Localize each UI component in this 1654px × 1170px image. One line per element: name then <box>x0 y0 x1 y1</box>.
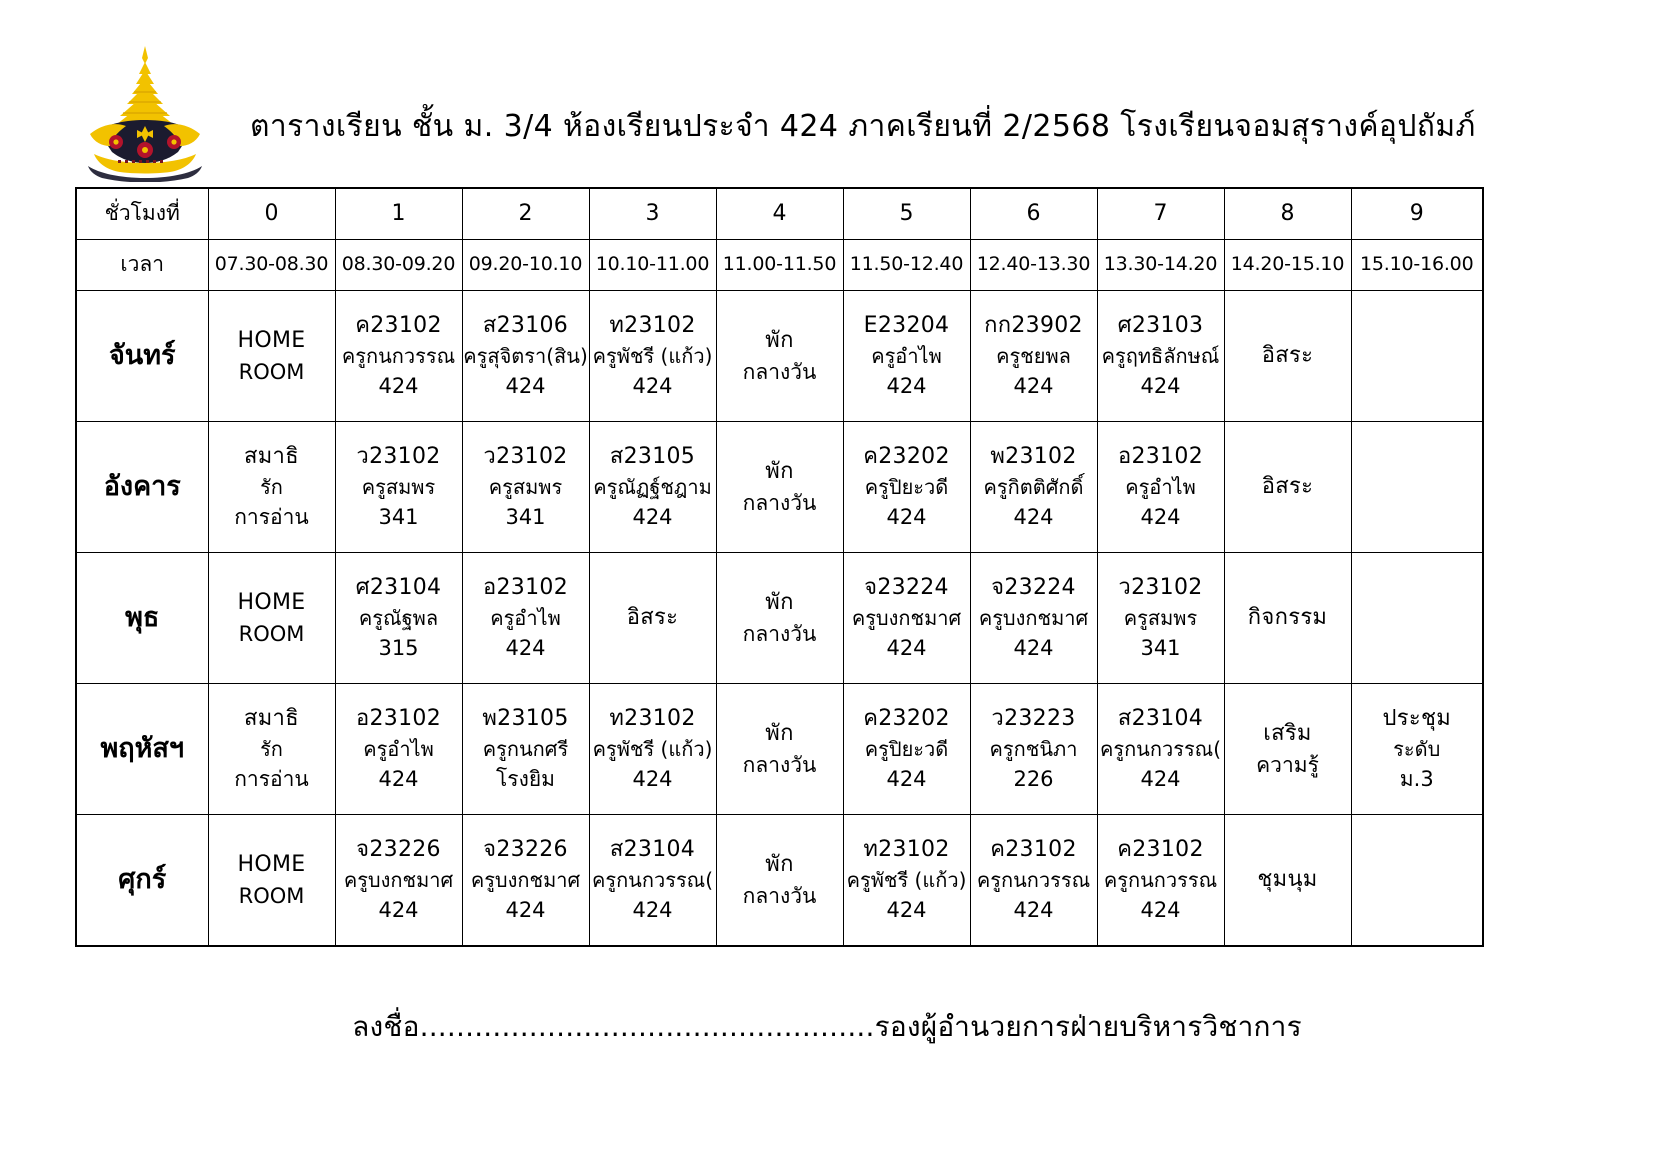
schedule-table <box>75 187 1484 947</box>
cell-content <box>845 441 969 532</box>
subject-code: จ23226 <box>483 837 568 863</box>
cell-content <box>972 703 1096 794</box>
teacher-name: ครูกนกวรรณ( <box>591 868 714 893</box>
cell-content <box>1226 718 1350 780</box>
teacher-name: รัก <box>260 737 283 762</box>
cell-content <box>337 834 461 925</box>
room-number: 424 <box>632 505 673 530</box>
teacher-name: ครูปิยะวดี <box>864 475 949 500</box>
schedule-cell <box>716 684 843 815</box>
table-row-day <box>76 291 1483 422</box>
table-row-day <box>76 422 1483 553</box>
subject-code: จ23224 <box>991 575 1076 601</box>
subject-code: จ23226 <box>356 837 441 863</box>
cell-content <box>1099 834 1223 925</box>
schedule-cell <box>1097 815 1224 947</box>
table-row-time <box>76 240 1483 291</box>
room-number: ม.3 <box>1399 767 1434 792</box>
room-number: 424 <box>378 374 419 399</box>
subject-code: กก23902 <box>984 313 1083 339</box>
day-name-label: พุธ <box>76 553 208 684</box>
cell-line-2: ROOM <box>238 883 305 908</box>
schedule-cell <box>335 422 462 553</box>
teacher-name: ครูกนกวรรณ <box>341 344 456 369</box>
subject-code: ส23104 <box>609 837 696 863</box>
subject-code: จ23224 <box>864 575 949 601</box>
cell-line-1: HOME <box>237 589 306 615</box>
schedule-cell <box>208 815 335 947</box>
schedule-cell <box>1097 291 1224 422</box>
teacher-name: ครูพัชรี (แก้ว) <box>592 344 713 369</box>
table-row-day <box>76 684 1483 815</box>
teacher-name: ครูสมพร <box>488 475 563 500</box>
schedule-cell <box>716 422 843 553</box>
cell-content <box>845 834 969 925</box>
cell-content <box>464 441 588 532</box>
subject-code: ว23223 <box>991 706 1076 732</box>
schedule-cell <box>462 684 589 815</box>
cell-content <box>845 572 969 663</box>
teacher-name: ครูสมพร <box>1123 606 1198 631</box>
period-number-header: 7 <box>1097 188 1224 240</box>
schedule-cell <box>208 684 335 815</box>
subject-code: E23204 <box>863 313 950 339</box>
period-time-header: 10.10-11.00 <box>589 240 716 291</box>
schedule-cell <box>1224 422 1351 553</box>
subject-code: ค23102 <box>355 313 442 339</box>
teacher-name: ครูอำไพ <box>490 606 561 631</box>
subject-code: อ23102 <box>1118 444 1203 470</box>
schedule-cell <box>462 291 589 422</box>
room-number: การอ่าน <box>234 505 309 530</box>
room-number: 424 <box>1140 898 1181 923</box>
period-number-header: 0 <box>208 188 335 240</box>
schedule-cell <box>589 553 716 684</box>
schedule-cell <box>1224 553 1351 684</box>
cell-line-1: พัก <box>765 458 794 484</box>
schedule-cell <box>1351 684 1483 815</box>
cell-line-1: พัก <box>765 720 794 746</box>
cell-content <box>591 834 715 925</box>
schedule-cell <box>589 291 716 422</box>
schedule-cell <box>462 815 589 947</box>
cell-content <box>464 310 588 401</box>
cell-line-1: เสริม <box>1263 720 1312 746</box>
teacher-name: ครูบงกชมาศ <box>470 868 581 893</box>
teacher-name: ครูบงกชมาศ <box>851 606 962 631</box>
period-number-header: 1 <box>335 188 462 240</box>
subject-code: ประชุม <box>1382 706 1452 732</box>
teacher-name: ครูสมพร <box>361 475 436 500</box>
room-number: 424 <box>886 374 927 399</box>
subject-code: ท23102 <box>609 313 696 339</box>
cell-line-1: อิสระ <box>1261 474 1314 500</box>
schedule-cell <box>335 815 462 947</box>
room-number: 424 <box>632 767 673 792</box>
cell-content <box>210 587 334 649</box>
cell-content <box>972 834 1096 925</box>
subject-code: พ23102 <box>990 444 1077 470</box>
cell-line-2: ความรู้ <box>1256 752 1319 777</box>
schedule-cell <box>843 553 970 684</box>
cell-content <box>972 441 1096 532</box>
subject-code: ท23102 <box>609 706 696 732</box>
cell-content <box>464 703 588 794</box>
row-label-hours: ชั่วโมงที่ <box>76 188 208 240</box>
cell-line-1: พัก <box>765 851 794 877</box>
schedule-cell <box>716 553 843 684</box>
cell-content <box>1226 602 1350 634</box>
room-number: 424 <box>1013 898 1054 923</box>
cell-content <box>1226 864 1350 896</box>
cell-content <box>337 703 461 794</box>
cell-content <box>591 602 715 634</box>
teacher-name: ครูกนกศรี <box>482 737 569 762</box>
cell-content <box>972 310 1096 401</box>
schedule-cell-empty <box>1351 553 1483 684</box>
subject-code: สมาธิ <box>244 706 299 732</box>
subject-code: ท23102 <box>863 837 950 863</box>
room-number: 424 <box>378 898 419 923</box>
subject-code: ค23102 <box>990 837 1077 863</box>
schedule-cell-empty <box>1351 422 1483 553</box>
schedule-cell <box>843 684 970 815</box>
schedule-cell-empty <box>1351 815 1483 947</box>
period-time-header: 08.30-09.20 <box>335 240 462 291</box>
cell-content <box>718 849 842 911</box>
teacher-name: ครูสุจิตรา(สิน) <box>463 344 588 369</box>
period-number-header: 6 <box>970 188 1097 240</box>
period-time-header: 09.20-10.10 <box>462 240 589 291</box>
period-time-header: 11.00-11.50 <box>716 240 843 291</box>
cell-line-2: กลางวัน <box>742 883 817 908</box>
subject-code: ส23106 <box>482 313 569 339</box>
room-number: 226 <box>1013 767 1054 792</box>
timetable-container <box>75 187 1483 947</box>
period-number-header: 2 <box>462 188 589 240</box>
day-name-label: ศุกร์ <box>76 815 208 947</box>
subject-code: พ23105 <box>482 706 569 732</box>
cell-content <box>718 587 842 649</box>
room-number: 424 <box>378 767 419 792</box>
schedule-cell <box>970 553 1097 684</box>
schedule-cell <box>208 422 335 553</box>
schedule-cell <box>1224 815 1351 947</box>
room-number: 424 <box>1140 767 1181 792</box>
schedule-cell <box>1097 553 1224 684</box>
cell-line-2: กลางวัน <box>742 490 817 515</box>
room-number: 341 <box>505 505 546 530</box>
schedule-cell <box>843 422 970 553</box>
room-number: 424 <box>632 374 673 399</box>
schedule-cell <box>589 422 716 553</box>
cell-content <box>718 325 842 387</box>
cell-content <box>464 572 588 663</box>
schedule-cell <box>1097 684 1224 815</box>
period-time-header: 13.30-14.20 <box>1097 240 1224 291</box>
period-time-header: 15.10-16.00 <box>1351 240 1483 291</box>
cell-line-1: พัก <box>765 327 794 353</box>
schedule-cell <box>1224 291 1351 422</box>
signature-line: ลงชื่อ..................................................รองผู้อำนวยการฝ่ายบริหารวิชาการ <box>352 1010 1302 1043</box>
cell-content <box>718 456 842 518</box>
row-label-time: เวลา <box>76 240 208 291</box>
room-number: 424 <box>886 505 927 530</box>
cell-line-1: พัก <box>765 589 794 615</box>
room-number: โรงยิม <box>496 767 555 792</box>
subject-code: ส23104 <box>1117 706 1204 732</box>
subject-code: ศ23103 <box>1117 313 1204 339</box>
subject-code: ค23202 <box>863 444 950 470</box>
schedule-cell-empty <box>1351 291 1483 422</box>
schedule-cell <box>335 291 462 422</box>
table-row-hours <box>76 188 1483 240</box>
teacher-name: ครูกนกวรรณ <box>1103 868 1218 893</box>
schedule-cell <box>208 553 335 684</box>
teacher-name: ครูกชนิภา <box>989 737 1078 762</box>
cell-content <box>591 703 715 794</box>
cell-content <box>464 834 588 925</box>
period-time-header: 07.30-08.30 <box>208 240 335 291</box>
teacher-name: ครูอำไพ <box>871 344 942 369</box>
teacher-name: ครูพัชรี (แก้ว) <box>592 737 713 762</box>
teacher-name: ครูพัชรี (แก้ว) <box>846 868 967 893</box>
cell-line-1: อิสระ <box>1261 343 1314 369</box>
schedule-cell <box>589 815 716 947</box>
room-number: 424 <box>1013 505 1054 530</box>
schedule-cell <box>716 815 843 947</box>
period-number-header: 9 <box>1351 188 1483 240</box>
page-title: ตารางเรียน ชั้น ม. 3/4 ห้องเรียนประจำ 424 ภาคเรียนที่ 2/2568 โรงเรียนจอมสุรางค์อุปถัมภ์ <box>250 109 1476 144</box>
cell-content <box>210 849 334 911</box>
schedule-cell <box>462 553 589 684</box>
cell-content <box>1099 572 1223 663</box>
cell-line-2: ROOM <box>238 359 305 384</box>
cell-content <box>210 703 334 794</box>
room-number: 424 <box>505 374 546 399</box>
schedule-cell <box>843 815 970 947</box>
cell-content <box>1099 703 1223 794</box>
subject-code: อ23102 <box>483 575 568 601</box>
teacher-name: ครูอำไพ <box>363 737 434 762</box>
schedule-cell <box>970 684 1097 815</box>
cell-content <box>210 325 334 387</box>
document-header <box>0 0 1654 150</box>
cell-content <box>1353 703 1482 794</box>
period-number-header: 5 <box>843 188 970 240</box>
cell-line-1: อิสระ <box>626 605 679 631</box>
subject-code: ว23102 <box>483 444 568 470</box>
subject-code: ส23105 <box>609 444 696 470</box>
room-number: 424 <box>886 636 927 661</box>
subject-code: ศ23104 <box>355 575 442 601</box>
teacher-name: ครูปิยะวดี <box>864 737 949 762</box>
teacher-name: ครูอำไพ <box>1125 475 1196 500</box>
period-time-header: 12.40-13.30 <box>970 240 1097 291</box>
cell-content <box>591 310 715 401</box>
room-number: 424 <box>505 898 546 923</box>
cell-line-2: กลางวัน <box>742 359 817 384</box>
cell-line-2: กลางวัน <box>742 621 817 646</box>
schedule-cell <box>970 291 1097 422</box>
room-number: 424 <box>1013 374 1054 399</box>
schedule-cell <box>716 291 843 422</box>
room-number: 424 <box>632 898 673 923</box>
cell-content <box>972 572 1096 663</box>
cell-content <box>1226 471 1350 503</box>
teacher-name: ครูชยพล <box>996 344 1071 369</box>
cell-content <box>718 718 842 780</box>
room-number: 424 <box>1140 505 1181 530</box>
cell-line-1: HOME <box>237 327 306 353</box>
cell-line-2: ROOM <box>238 621 305 646</box>
subject-code: อ23102 <box>356 706 441 732</box>
teacher-name: ครูณัฏฐ์ชฎาม <box>593 475 712 500</box>
schedule-cell <box>335 553 462 684</box>
room-number: 424 <box>886 898 927 923</box>
schedule-cell <box>970 815 1097 947</box>
teacher-name: ครูบงกชมาศ <box>978 606 1089 631</box>
cell-content <box>337 441 461 532</box>
day-name-label: จันทร์ <box>76 291 208 422</box>
day-name-label: พฤหัสฯ <box>76 684 208 815</box>
room-number: 424 <box>505 636 546 661</box>
subject-code: ว23102 <box>356 444 441 470</box>
period-number-header: 3 <box>589 188 716 240</box>
subject-code: สมาธิ <box>244 444 299 470</box>
schedule-cell <box>589 684 716 815</box>
day-name-label: อังคาร <box>76 422 208 553</box>
schedule-cell <box>970 422 1097 553</box>
cell-content <box>210 441 334 532</box>
teacher-name: ครูบงกชมาศ <box>343 868 454 893</box>
schedule-cell <box>462 422 589 553</box>
period-number-header: 8 <box>1224 188 1351 240</box>
subject-code: ค23102 <box>1117 837 1204 863</box>
cell-content <box>845 703 969 794</box>
cell-line-2: กลางวัน <box>742 752 817 777</box>
cell-line-1: ชุมนุม <box>1257 867 1318 893</box>
teacher-name: ครูณัฐพล <box>358 606 439 631</box>
schedule-cell <box>1224 684 1351 815</box>
cell-content <box>591 441 715 532</box>
room-number: 315 <box>378 636 419 661</box>
teacher-name: ครูกนกวรรณ( <box>1099 737 1222 762</box>
cell-line-1: HOME <box>237 851 306 877</box>
room-number: การอ่าน <box>234 767 309 792</box>
teacher-name: ครูกิตติศักดิ์ <box>983 475 1084 500</box>
schedule-cell <box>208 291 335 422</box>
period-number-header: 4 <box>716 188 843 240</box>
cell-content <box>337 572 461 663</box>
table-row-day <box>76 553 1483 684</box>
cell-line-1: กิจกรรม <box>1247 605 1328 631</box>
cell-content <box>1099 441 1223 532</box>
schedule-cell <box>1097 422 1224 553</box>
cell-content <box>337 310 461 401</box>
period-time-header: 14.20-15.10 <box>1224 240 1351 291</box>
cell-content <box>1099 310 1223 401</box>
room-number: 424 <box>1140 374 1181 399</box>
cell-content <box>1226 340 1350 372</box>
table-row-day <box>76 815 1483 947</box>
subject-code: ว23102 <box>1118 575 1203 601</box>
teacher-name: ระดับ <box>1393 737 1441 762</box>
cell-content <box>845 310 969 401</box>
schedule-cell <box>335 684 462 815</box>
room-number: 341 <box>378 505 419 530</box>
school-crest-logo <box>82 42 208 182</box>
room-number: 424 <box>1013 636 1054 661</box>
teacher-name: รัก <box>260 475 283 500</box>
schedule-cell <box>843 291 970 422</box>
teacher-name: ครูฤทธิลักษณ์ <box>1101 344 1220 369</box>
room-number: 424 <box>886 767 927 792</box>
room-number: 341 <box>1140 636 1181 661</box>
teacher-name: ครูกนกวรรณ <box>976 868 1091 893</box>
subject-code: ค23202 <box>863 706 950 732</box>
period-time-header: 11.50-12.40 <box>843 240 970 291</box>
